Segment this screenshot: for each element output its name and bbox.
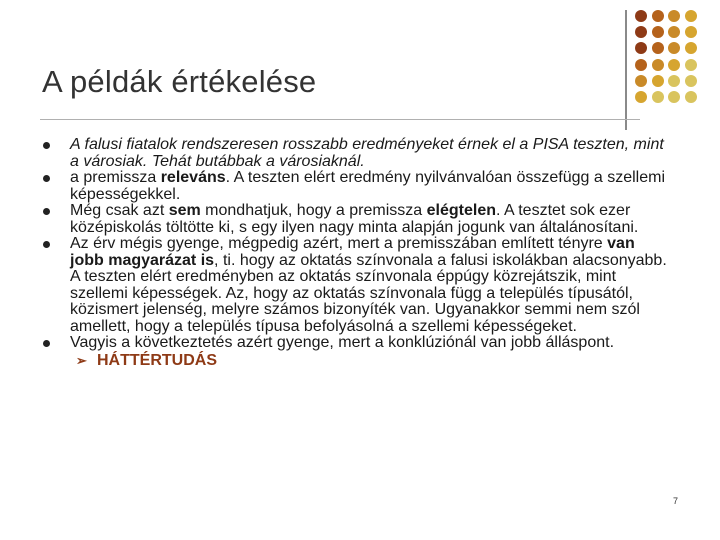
decorative-dot <box>668 42 680 54</box>
bullet-dot-icon <box>43 241 50 248</box>
decorative-dot <box>652 59 664 71</box>
bullet-text: sem <box>168 202 201 219</box>
bullet-item <box>70 203 670 236</box>
slide-title: A példák értékelése <box>42 64 317 99</box>
decorative-dot <box>685 91 697 103</box>
decorative-dot <box>652 42 664 54</box>
arrow-right-icon: ➢ <box>76 352 87 368</box>
decorative-dot <box>635 75 647 87</box>
bullet-text: a premissza <box>70 169 161 186</box>
sub-bullet-item <box>76 351 670 370</box>
decorative-dot <box>635 91 647 103</box>
vertical-divider <box>625 10 627 130</box>
sub-bullet-text: HÁTTÉRTUDÁS <box>97 351 217 369</box>
bullet-text: van jobb magyarázat is <box>70 235 635 269</box>
decorative-dot <box>652 10 664 22</box>
decorative-dot <box>685 75 697 87</box>
decorative-dot <box>635 26 647 38</box>
bullet-text: A falusi fiatalok rendszeresen rosszabb eredményeket érnek el a PISA teszten, mint a városiak. Tehát butábbak a városiaknál. <box>70 136 664 170</box>
bullet-text: releváns <box>160 169 226 186</box>
decorative-dot <box>668 10 680 22</box>
bullet-text: Még csak azt <box>70 202 169 219</box>
bullet-dot-icon <box>43 208 50 215</box>
decorative-dot <box>685 42 697 54</box>
decorative-dot <box>685 26 697 38</box>
decorative-dot <box>668 91 680 103</box>
title-underline <box>40 119 640 120</box>
bullet-dot-icon <box>43 142 50 149</box>
decorative-dot <box>668 26 680 38</box>
bullet-item <box>70 170 670 203</box>
bullet-list <box>70 137 670 369</box>
bullet-text: mondhatjuk, hogy a premissza <box>200 202 427 219</box>
decorative-dot <box>652 91 664 103</box>
bullet-item <box>70 335 670 352</box>
bullet-dot-icon <box>43 340 50 347</box>
bullet-text: Vagyis a következtetés azért gyenge, mert a konklúziónál van jobb álláspont. <box>70 334 615 351</box>
decorative-dot-grid <box>635 10 699 107</box>
decorative-dot <box>635 59 647 71</box>
bullet-text: . A tesztet sok ezer középiskolás töltötte ki, s egy ilyen nagy minta alapján jogunk van általánosítani. <box>70 202 639 236</box>
bullet-text: elégtelen <box>426 202 496 219</box>
bullet-dot-icon <box>43 175 50 182</box>
decorative-dot <box>668 59 680 71</box>
decorative-dot <box>635 10 647 22</box>
decorative-dot <box>668 75 680 87</box>
bullet-item <box>70 236 670 335</box>
page-number: 7 <box>672 496 678 506</box>
bullet-text: , ti. hogy az oktatás színvonala a falusi iskolákban alacsonyabb. A teszten elért eredményben az oktatás színvonala éppúgy közrejátszik, mint szellemi képességek. Az, hogy az oktatás színvonala függ a település típusától, közismert jelenség, melyre számos bizonyíték van. Ugyanakkor semmi nem szól amellett, hogy a település típusa befolyásolná a szellemi képességeket. <box>70 251 667 335</box>
bullet-text: Az érv mégis gyenge, mégpedig azért, mert a premisszában említett tényre <box>70 235 608 252</box>
decorative-dot <box>685 59 697 71</box>
bullet-text: . A teszten elért eredmény nyilvánvalóan összefügg a szellemi képességekkel. <box>70 169 665 203</box>
decorative-dot <box>652 75 664 87</box>
decorative-dot <box>685 10 697 22</box>
decorative-dot <box>635 42 647 54</box>
decorative-dot <box>652 26 664 38</box>
bullet-item <box>70 137 670 170</box>
